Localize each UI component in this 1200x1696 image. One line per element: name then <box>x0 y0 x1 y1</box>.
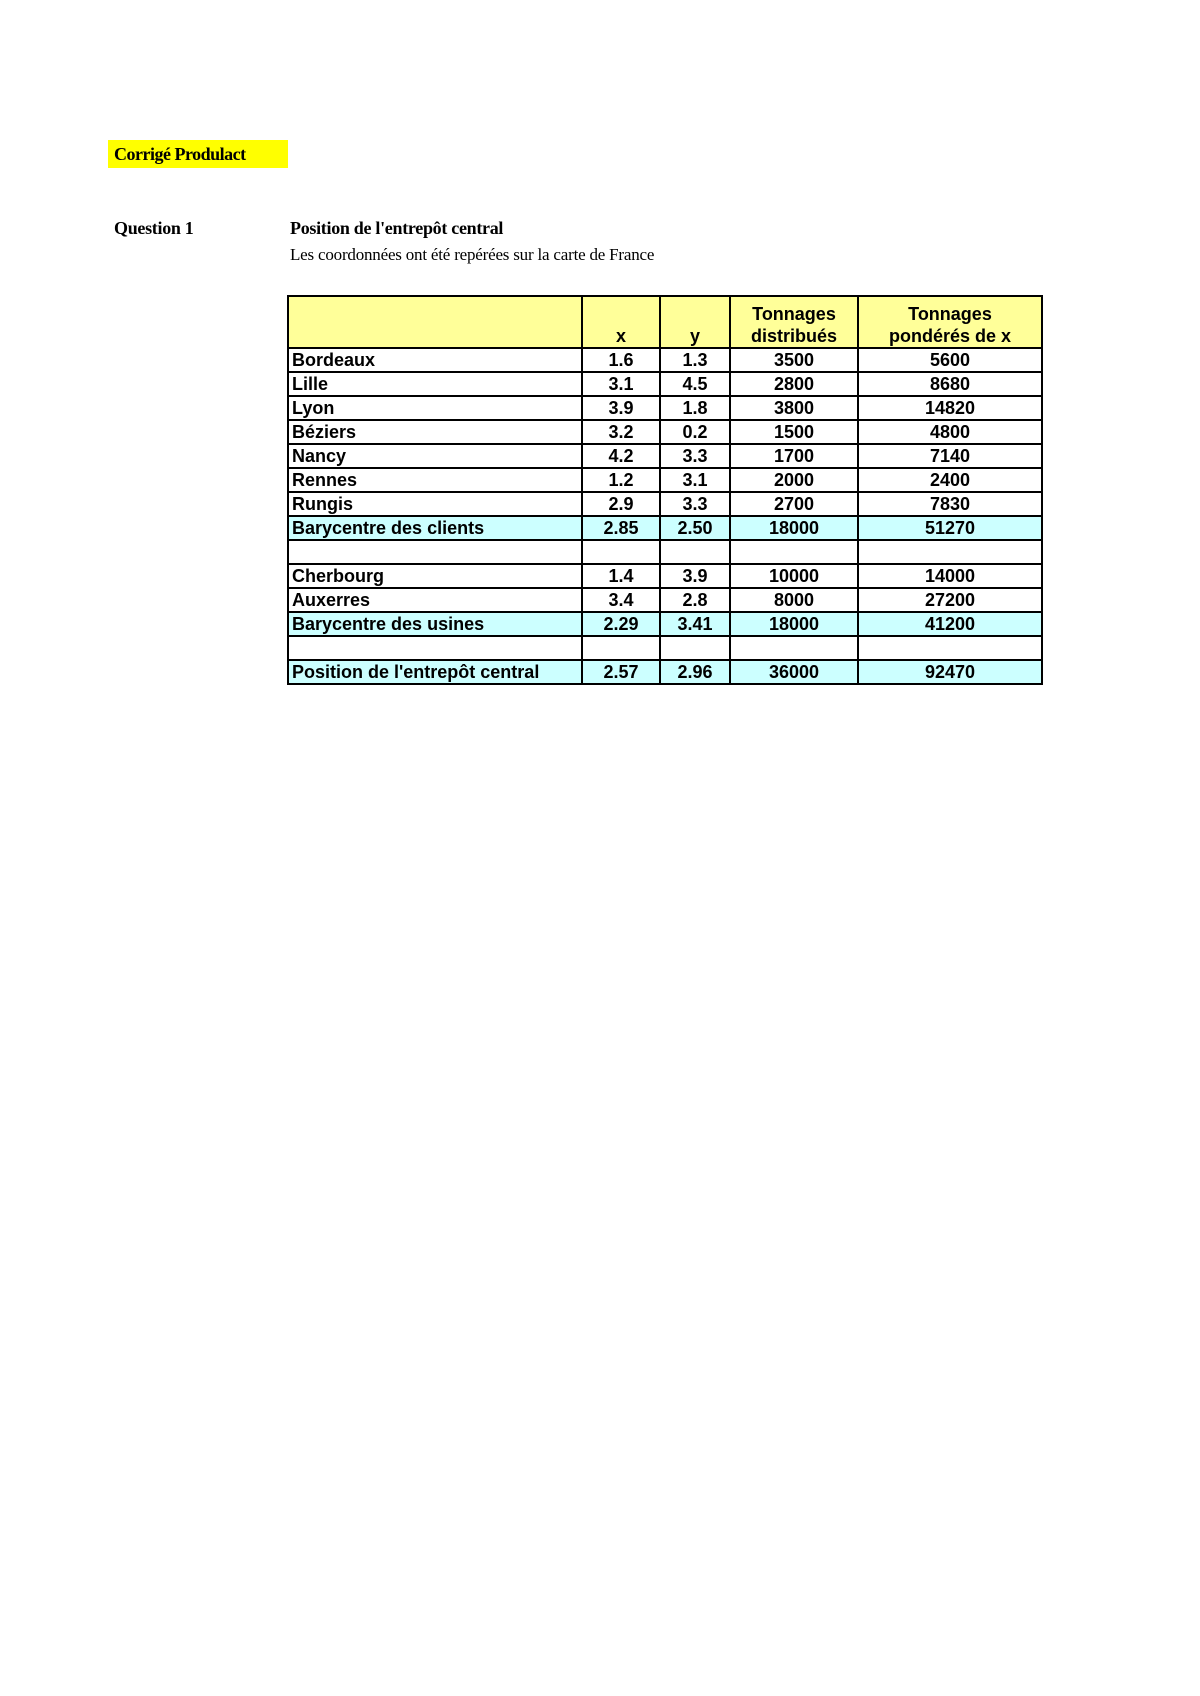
cell-tonnages-ponderes: 4800 <box>858 420 1042 444</box>
header-tonnages-ponderes-line1: Tonnages <box>908 304 992 324</box>
cell-tonnages-distribues: 8000 <box>730 588 858 612</box>
cell-y: 3.1 <box>660 468 730 492</box>
cell-name: Position de l'entrepôt central <box>288 660 582 684</box>
table-row <box>288 564 1042 588</box>
cell-tonnages-distribues: 3500 <box>730 348 858 372</box>
cell-y: 2.8 <box>660 588 730 612</box>
cell-name: Auxerres <box>288 588 582 612</box>
cell-tonnages-ponderes: 14000 <box>858 564 1042 588</box>
header-tonnages-ponderes-line2: pondérés de x <box>888 326 1012 346</box>
cell-x: 3.4 <box>582 588 660 612</box>
cell-y: 4.5 <box>660 372 730 396</box>
table-row-summary-usines <box>288 612 1042 636</box>
table-row <box>288 348 1042 372</box>
cell-name: Barycentre des clients <box>288 516 582 540</box>
table-row <box>288 444 1042 468</box>
table-row <box>288 468 1042 492</box>
cell-x: 1.4 <box>582 564 660 588</box>
cell-tonnages-ponderes: 5600 <box>858 348 1042 372</box>
header-tonnages-ponderes <box>858 296 1042 348</box>
cell-x: 3.2 <box>582 420 660 444</box>
cell-x: 1.2 <box>582 468 660 492</box>
cell-tonnages-distribues: 1700 <box>730 444 858 468</box>
cell-y: 2.96 <box>660 660 730 684</box>
cell-name <box>288 540 582 564</box>
cell-tonnages-ponderes: 27200 <box>858 588 1042 612</box>
cell-tonnages-ponderes: 7830 <box>858 492 1042 516</box>
cell-x: 1.6 <box>582 348 660 372</box>
question-label: Question 1 <box>114 218 194 238</box>
cell-tonnages-distribues: 36000 <box>730 660 858 684</box>
cell-name: Cherbourg <box>288 564 582 588</box>
header-tonnages-distribues-line1: Tonnages <box>752 304 836 324</box>
table-row-summary-clients <box>288 516 1042 540</box>
cell-name: Lyon <box>288 396 582 420</box>
cell-x: 3.1 <box>582 372 660 396</box>
header-x: x <box>582 296 660 348</box>
cell-tonnages-ponderes: 7140 <box>858 444 1042 468</box>
table-row <box>288 492 1042 516</box>
cell-x <box>582 540 660 564</box>
cell-tonnages-ponderes: 8680 <box>858 372 1042 396</box>
cell-tonnages-distribues <box>730 540 858 564</box>
cell-y: 1.3 <box>660 348 730 372</box>
cell-name: Béziers <box>288 420 582 444</box>
cell-tonnages-ponderes: 14820 <box>858 396 1042 420</box>
table-row-empty <box>288 540 1042 564</box>
cell-tonnages-distribues: 1500 <box>730 420 858 444</box>
document-title: Corrigé Produlact <box>108 140 288 168</box>
cell-y: 3.3 <box>660 444 730 468</box>
header-y: y <box>660 296 730 348</box>
cell-name: Lille <box>288 372 582 396</box>
cell-tonnages-ponderes: 41200 <box>858 612 1042 636</box>
table-row-summary-entrepot <box>288 660 1042 684</box>
cell-tonnages-distribues: 10000 <box>730 564 858 588</box>
table-row <box>288 372 1042 396</box>
header-tonnages-distribues <box>730 296 858 348</box>
cell-y <box>660 540 730 564</box>
cell-x: 4.2 <box>582 444 660 468</box>
cell-y: 2.50 <box>660 516 730 540</box>
cell-y: 3.9 <box>660 564 730 588</box>
cell-y <box>660 636 730 660</box>
cell-name: Nancy <box>288 444 582 468</box>
cell-tonnages-ponderes <box>858 540 1042 564</box>
cell-tonnages-ponderes <box>858 636 1042 660</box>
cell-y: 3.3 <box>660 492 730 516</box>
cell-x: 3.9 <box>582 396 660 420</box>
table-row-empty <box>288 636 1042 660</box>
coordinates-table <box>287 295 1043 685</box>
table-row <box>288 420 1042 444</box>
cell-x: 2.9 <box>582 492 660 516</box>
cell-name: Bordeaux <box>288 348 582 372</box>
cell-x: 2.29 <box>582 612 660 636</box>
cell-x: 2.85 <box>582 516 660 540</box>
cell-x <box>582 636 660 660</box>
table-row <box>288 588 1042 612</box>
cell-tonnages-distribues: 3800 <box>730 396 858 420</box>
cell-name: Rungis <box>288 492 582 516</box>
cell-tonnages-distribues: 2800 <box>730 372 858 396</box>
cell-tonnages-ponderes: 92470 <box>858 660 1042 684</box>
cell-tonnages-distribues <box>730 636 858 660</box>
cell-tonnages-ponderes: 2400 <box>858 468 1042 492</box>
cell-name: Barycentre des usines <box>288 612 582 636</box>
cell-tonnages-distribues: 18000 <box>730 612 858 636</box>
cell-name <box>288 636 582 660</box>
cell-name: Rennes <box>288 468 582 492</box>
header-name <box>288 296 582 348</box>
cell-tonnages-distribues: 18000 <box>730 516 858 540</box>
table-row <box>288 396 1042 420</box>
cell-x: 2.57 <box>582 660 660 684</box>
section-subtitle: Les coordonnées ont été repérées sur la carte de France <box>290 245 655 264</box>
cell-tonnages-ponderes: 51270 <box>858 516 1042 540</box>
cell-tonnages-distribues: 2000 <box>730 468 858 492</box>
cell-y: 3.41 <box>660 612 730 636</box>
section-heading: Position de l'entrepôt central <box>290 218 504 238</box>
table-header-row <box>288 296 1042 348</box>
cell-y: 0.2 <box>660 420 730 444</box>
header-tonnages-distribues-line2: distribués <box>750 326 838 346</box>
cell-y: 1.8 <box>660 396 730 420</box>
cell-tonnages-distribues: 2700 <box>730 492 858 516</box>
